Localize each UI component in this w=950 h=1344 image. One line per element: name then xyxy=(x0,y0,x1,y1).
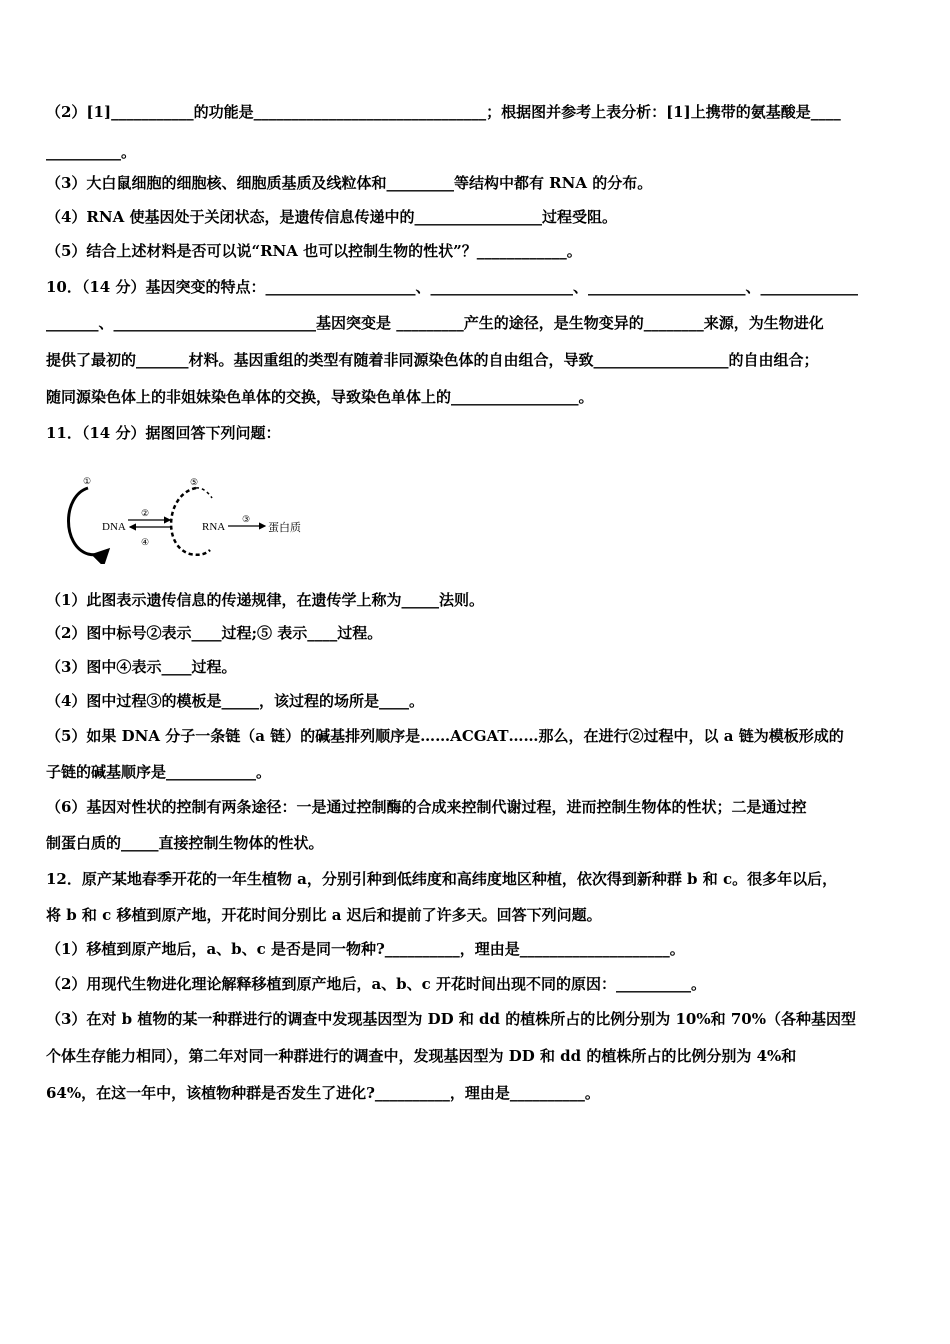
q12-line-2: 将 b 和 c 移植到原产地，开花时间分别比 a 迟后和提前了许多天。回答下列问题。 xyxy=(46,906,602,924)
label-5: ⑤ xyxy=(190,477,199,487)
q11-4: （4）图中过程③的模板是_____，该过程的场所是____。 xyxy=(46,692,424,710)
label-4: ④ xyxy=(141,537,150,547)
label-3: ③ xyxy=(242,514,251,524)
q11-title: 11．（14 分）据图回答下列问题： xyxy=(46,424,281,442)
q10-line-1: 10．（14 分）基因突变的特点：____________________、___________________、_____________________、_____________ xyxy=(46,278,858,296)
label-protein: 蛋白质 xyxy=(268,522,301,534)
q11-6a: （6）基因对性状的控制有两条途径：一是通过控制酶的合成来控制代谢过程，进而控制生物体的性状；二是通过控 xyxy=(46,798,807,816)
q10-line-4: 随同源染色体上的非姐妹染色单体的交换，导致染色单体上的_________________。 xyxy=(46,388,594,406)
q12-2: （2）用现代生物进化理论解释移植到原产地后，a、b、c 开花时间出现不同的原因：__________。 xyxy=(46,975,707,993)
line-2: __________。 xyxy=(46,143,137,161)
line-3: （3）大白鼠细胞的细胞核、细胞质基质及线粒体和_________等结构中都有 RNA 的分布。 xyxy=(46,174,653,192)
q12-1: （1）移植到原产地后，a、b、c 是否是同一物种?__________，理由是____________________。 xyxy=(46,940,685,958)
q11-5a: （5）如果 DNA 分子一条链（a 链）的碱基排列顺序是……ACGAT……那么，在进行②过程中，以 a 链为模板形成的 xyxy=(46,727,844,745)
q11-5b: 子链的碱基顺序是____________。 xyxy=(46,763,272,781)
q10-line-2: _______、___________________________基因突变是 _________产生的途径，是生物变异的________来源，为生物进化 xyxy=(46,314,824,332)
q11-6b: 制蛋白质的_____直接控制生物体的性状。 xyxy=(46,834,324,852)
q10-line-3: 提供了最初的_______材料。基因重组的类型有随着非同源染色体的自由组合，导致__________________的自由组合； xyxy=(46,351,819,369)
central-dogma-diagram xyxy=(60,474,320,564)
line-5: （5）结合上述材料是否可以说“RNA 也可以控制生物的性状”？____________。 xyxy=(46,242,582,260)
q11-1: （1）此图表示遗传信息的传递规律，在遗传学上称为_____法则。 xyxy=(46,591,484,609)
line-4: （4）RNA 使基因处于关闭状态，是遗传信息传递中的_________________过程受阻。 xyxy=(46,208,617,226)
line-1: （2）[1]___________的功能是_______________________________；根据图并参考上表分析：[1]上携带的氨基酸是____ xyxy=(46,103,841,121)
rna-loop-top xyxy=(196,488,212,498)
label-dna: DNA xyxy=(102,521,126,533)
label-rna: RNA xyxy=(202,521,226,533)
q12-3c: 64%，在这一年中，该植物种群是否发生了进化?__________，理由是__________。 xyxy=(46,1084,600,1102)
label-1: ① xyxy=(83,476,92,486)
q12-3a: （3）在对 b 植物的某一种群进行的调查中发现基因型为 DD 和 dd 的植株所占的比例分别为 10%和 70%（各种基因型 xyxy=(46,1010,856,1028)
q11-3: （3）图中④表示____过程。 xyxy=(46,658,237,676)
q11-2: （2）图中标号②表示____过程;⑤ 表示____过程。 xyxy=(46,624,383,642)
label-2: ② xyxy=(141,508,150,518)
q12-line-1: 12．原产某地春季开花的一年生植物 a，分别引种到低纬度和高纬度地区种植，依次得到新种群 b 和 c。很多年以后， xyxy=(46,870,838,888)
q12-3b: 个体生存能力相同），第二年对同一种群进行的调查中，发现基因型为 DD 和 dd 的植株所占的比例分别为 4%和 xyxy=(46,1047,797,1065)
